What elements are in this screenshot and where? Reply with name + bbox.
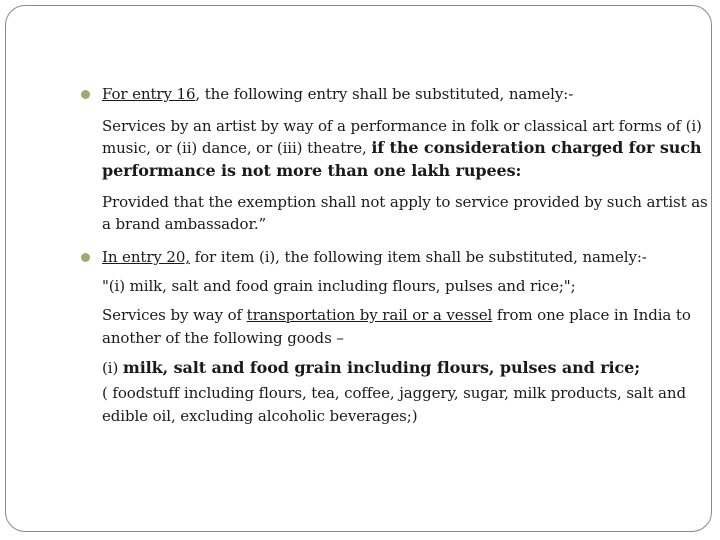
- bullet-dot-icon: [81, 90, 90, 99]
- bullet1-lead: For entry 16, the following entry shall be substituted, namely:-: [102, 85, 574, 103]
- bullet2-services-line1: Services by way of transportation by rail or a vessel from one place in India to: [102, 306, 691, 324]
- bullet1-proviso-line1: Provided that the exemption shall not apply to service provided by such artist as: [102, 193, 708, 211]
- bullet1-proviso-line2: a brand ambassador.”: [102, 215, 267, 233]
- bullet2-services-line2: another of the following goods –: [102, 329, 344, 347]
- bullet2-lead: In entry 20, for item (i), the following item shall be substituted, namely:-: [102, 248, 647, 266]
- bullet1-services-line3: performance is not more than one lakh rupees:: [102, 161, 522, 180]
- entry-20-link: In entry 20,: [102, 248, 190, 266]
- bullet-dot-icon: [81, 253, 90, 262]
- entry-16-link: For entry 16: [102, 85, 196, 103]
- bullet2-foodstuff-line2: edible oil, excluding alcoholic beverages;): [102, 407, 418, 425]
- bullet2-goods-line: (i) milk, salt and food grain including flours, pulses and rice;: [102, 358, 641, 377]
- bullet1-services-line1: Services by an artist by way of a performance in folk or classical art forms of (i): [102, 117, 702, 135]
- bullet2-item-line: "(i) milk, salt and food grain including flours, pulses and rice;";: [102, 277, 576, 295]
- bullet1-services-line2: music, or (ii) dance, or (iii) theatre, if the consideration charged for such: [102, 138, 702, 157]
- bullet2-foodstuff-line1: ( foodstuff including flours, tea, coffee, jaggery, sugar, milk products, salt and: [102, 384, 686, 402]
